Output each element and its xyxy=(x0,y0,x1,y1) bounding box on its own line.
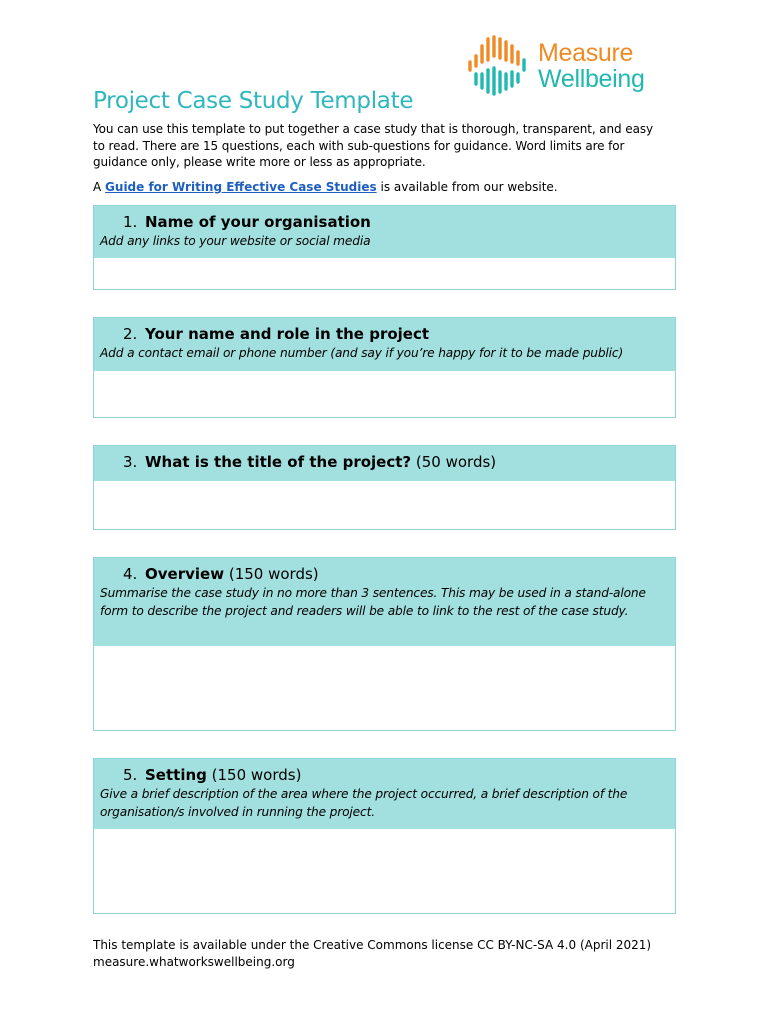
guide-suffix: is available from our website. xyxy=(380,180,558,194)
section-project-title xyxy=(93,445,676,530)
footer-license: This template is available under the Creative Commons license CC BY-NC-SA 4.0 (April 2021) xyxy=(93,938,652,952)
section-name-role xyxy=(93,317,676,418)
section-word-limit: (50 words) xyxy=(415,453,497,471)
guide-paragraph xyxy=(93,179,558,195)
section-title-text: Overview xyxy=(145,565,225,583)
section-header xyxy=(94,446,675,481)
section-organisation xyxy=(93,205,676,290)
answer-field-project-title[interactable] xyxy=(94,481,675,529)
section-title-text: Your name and role in the project xyxy=(145,325,430,343)
logo-line-2: Wellbeing xyxy=(538,65,645,93)
intro-paragraph: You can use this template to put together a case study that is thorough, transparent, and easy to read. There are 15 questions, each with sub-questions for guidance. Word limits are for guidance only, please write more or less as appropriate. xyxy=(93,122,653,169)
page-title: Project Case Study Template xyxy=(93,88,414,114)
answer-field-name-role[interactable] xyxy=(94,371,675,417)
section-hint: Summarise the case study in no more than 3 sentences. This may be used in a stand-alone form to describe the project and readers will be able to link to the rest of the case study. xyxy=(100,586,646,618)
section-word-limit: (150 words) xyxy=(211,766,302,784)
footer-url[interactable]: measure.whatworkswellbeing.org xyxy=(93,955,295,969)
section-title xyxy=(100,325,669,343)
logo xyxy=(466,34,672,98)
section-hint: Give a brief description of the area where the project occurred, a brief description of the organisation/s involved in running the project. xyxy=(100,787,628,819)
guide-link[interactable]: Guide for Writing Effective Case Studies xyxy=(105,180,377,194)
section-header xyxy=(94,759,675,829)
section-overview xyxy=(93,557,676,731)
section-number: 3. xyxy=(123,453,138,471)
section-title xyxy=(100,213,669,231)
answer-field-overview[interactable] xyxy=(94,646,675,730)
section-word-limit: (150 words) xyxy=(228,565,319,583)
section-title xyxy=(100,565,669,583)
section-number: 1. xyxy=(123,213,138,231)
section-hint: Add any links to your website or social media xyxy=(100,234,371,248)
logo-line-1: Measure xyxy=(538,39,634,67)
section-title-text: Name of your organisation xyxy=(145,213,371,231)
footer xyxy=(93,937,651,971)
section-title-text: What is the title of the project? xyxy=(145,453,412,471)
answer-field-setting[interactable] xyxy=(94,829,675,913)
answer-field-organisation[interactable] xyxy=(94,258,675,289)
section-hint: Add a contact email or phone number (and say if you’re happy for it to be made public) xyxy=(100,346,624,360)
soundwave-bars-icon xyxy=(466,34,536,98)
section-header xyxy=(94,558,675,646)
guide-prefix: A xyxy=(93,180,102,194)
section-number: 5. xyxy=(123,766,138,784)
section-setting xyxy=(93,758,676,914)
section-number: 4. xyxy=(123,565,138,583)
section-title xyxy=(100,453,669,471)
section-title-text: Setting xyxy=(145,766,207,784)
section-header xyxy=(94,318,675,371)
logo-wordmark xyxy=(538,40,645,92)
section-header xyxy=(94,206,675,258)
section-title xyxy=(100,766,669,784)
section-number: 2. xyxy=(123,325,138,343)
